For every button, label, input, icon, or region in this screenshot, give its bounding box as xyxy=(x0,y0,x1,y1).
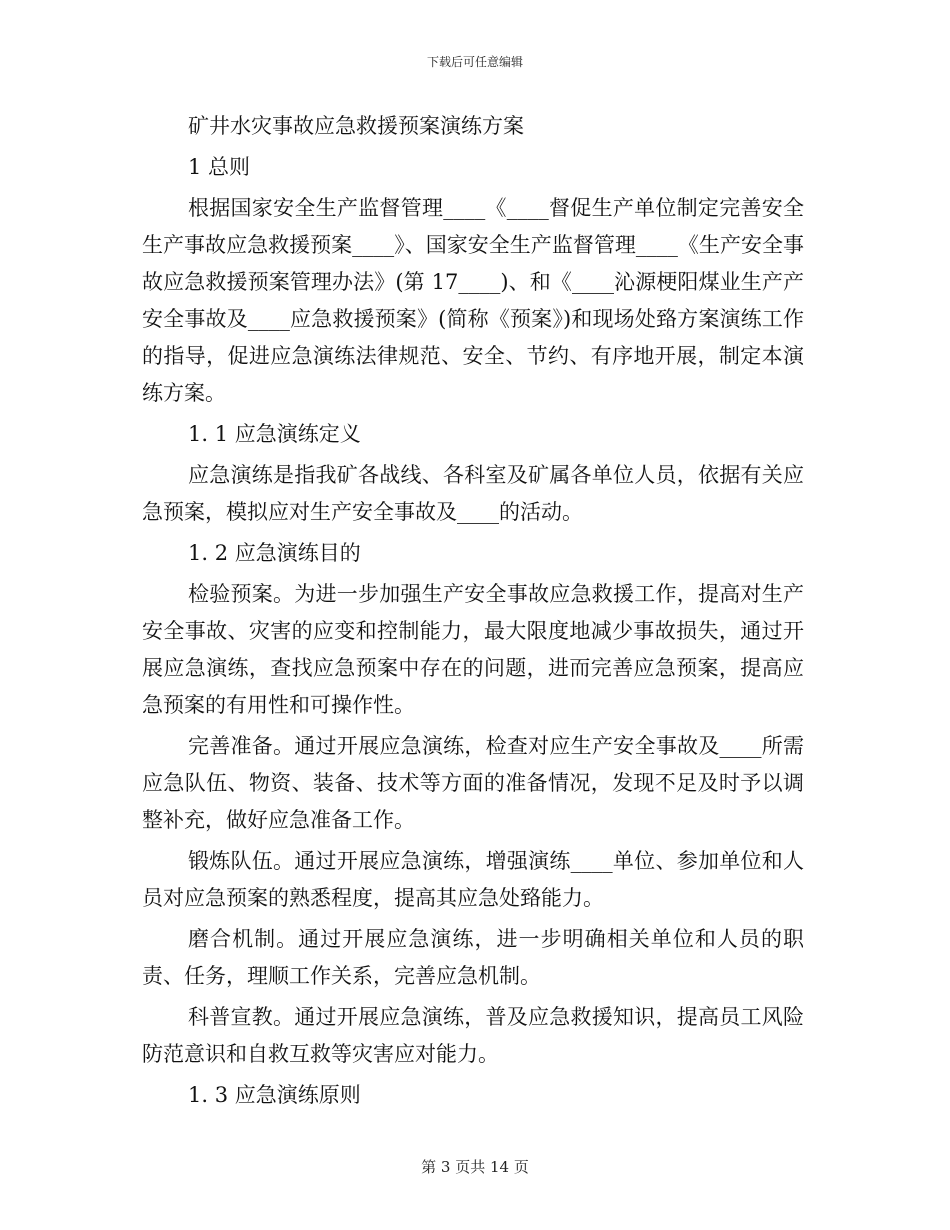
section-heading-1-2: 1. 2 应急演练目的 xyxy=(188,541,361,565)
section-heading-1-1: 1. 1 应急演练定义 xyxy=(188,422,361,446)
paragraph-purpose-education: 科普宣教。通过开展应急演练，普及应急救援知识，提高员工风险防范意识和自救互救等灾害应对能力。 xyxy=(142,1005,804,1066)
paragraph-purpose-verify: 检验预案。为进一步加强生产安全事故应急救援工作，提高对生产安全事故、灾害的应变和控制能力，最大限度地减少事故损失，通过开展应急演练，查找应急预案中存在的问题，进而完善应急预案，提高应急预案的有用性和可操作性。 xyxy=(142,582,804,717)
paragraph-purpose-train: 锻炼队伍。通过开展应急演练，增强演练____单位、参加单位和人员对应急预案的熟悉程度，提高其应急处臵能力。 xyxy=(142,849,804,910)
section-heading-1-3: 1. 3 应急演练原则 xyxy=(188,1083,361,1107)
paragraph-purpose-prepare: 完善准备。通过开展应急演练，检查对应生产安全事故及____所需应急队伍、物资、装备、技术等方面的准备情况，发现不足及时予以调整补充，做好应急准备工作。 xyxy=(142,734,804,832)
document-body xyxy=(142,108,804,1118)
paragraph-basis: 根据国家安全生产监督管理____《____督促生产单位制定完善安全生产事故应急救援预案____》、国家安全生产监督管理____《生产安全事故应急救援预案管理办法》(第 17____)、和《____沁源梗阳煤业生产产安全事故及____应急救援预案》(简称《预案》)和现场处臵方案演练工作的指导，促进应急演练法律规范、安全、节约、有序地开展，制定本演练方案。 xyxy=(142,196,804,405)
paragraph-definition: 应急演练是指我矿各战线、各科室及矿属各单位人员，依据有关应急预案，模拟应对生产安全事故及____的活动。 xyxy=(142,463,804,524)
document-title: 矿井水灾事故应急救援预案演练方案 xyxy=(188,114,524,138)
page-footer: 第 3 页共 14 页 xyxy=(421,1158,529,1176)
section-heading-1: 1 总则 xyxy=(188,155,251,179)
page-header: 下载后可任意编辑 xyxy=(426,55,523,69)
paragraph-purpose-mechanism: 磨合机制。通过开展应急演练，进一步明确相关单位和人员的职责、任务，理顺工作关系，完善应急机制。 xyxy=(142,927,804,988)
